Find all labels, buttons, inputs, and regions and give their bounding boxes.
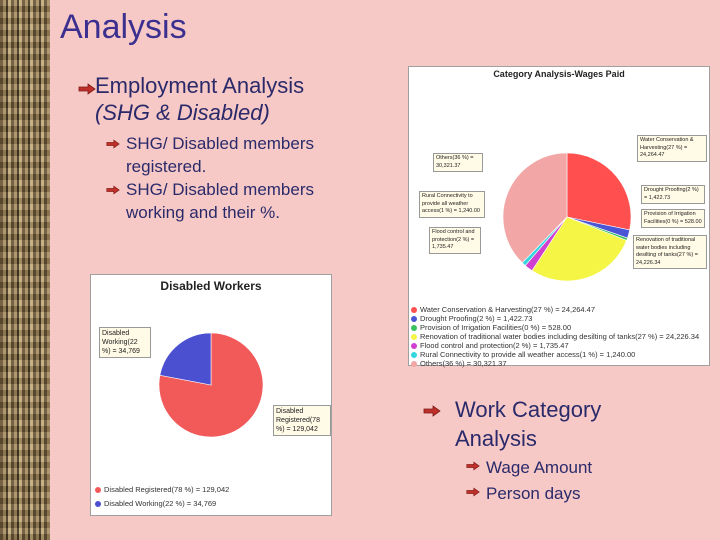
employment-sub-list — [126, 132, 346, 224]
employment-analysis-heading — [95, 72, 304, 126]
slice-callout: Renovation of traditional water bodies including desilting of tanks(27 %) = 24,226.34 — [633, 235, 707, 269]
decorative-border — [0, 0, 50, 540]
legend-item — [411, 305, 596, 314]
legend-item — [411, 359, 559, 368]
list-item: Wage Amount — [486, 458, 593, 477]
pie-slice — [567, 153, 631, 230]
legend-swatch — [411, 316, 417, 322]
arrow-bullet-icon — [466, 487, 480, 497]
slice-callout: Drought Proofing(2 %) = 1,422.73 — [641, 185, 705, 204]
legend-swatch — [95, 501, 101, 507]
legend-label: Renovation of traditional water bodies including desilting of tanks(27 %) = 24,226.34 — [420, 332, 700, 341]
arrow-bullet-icon — [78, 83, 96, 95]
disabled-workers-chart — [90, 274, 332, 516]
slice-callout: Rural Connectivity to provide all weather access(1 %) = 1,240.00 — [419, 191, 485, 218]
chart-title: Category Analysis-Wages Paid — [493, 69, 625, 79]
arrow-bullet-icon — [106, 139, 120, 149]
slide-title: Analysis — [60, 8, 187, 46]
legend-label: Disabled Registered(78 %) = 129,042 — [104, 485, 230, 494]
arrow-bullet-icon — [106, 185, 120, 195]
legend-label: Disabled Working(22 %) = 34,769 — [104, 499, 217, 508]
wages-paid-chart — [408, 66, 710, 366]
arrow-bullet-icon — [423, 405, 441, 417]
legend-item — [411, 350, 636, 359]
legend-item — [95, 499, 325, 508]
legend-label: Drought Proofing(2 %) = 1,422.73 — [420, 314, 533, 323]
work-category-sub-list — [486, 455, 592, 507]
legend-label: Others(36 %) = 30,321.37 — [420, 359, 507, 368]
legend-swatch — [411, 325, 417, 331]
legend-item — [411, 323, 572, 332]
legend-item — [411, 341, 569, 350]
legend-item — [411, 332, 700, 341]
legend-item — [411, 314, 559, 323]
employment-subtitle: (SHG & Disabled) — [95, 100, 270, 125]
work-category-heading: Work Category Analysis — [455, 397, 602, 451]
legend-swatch — [411, 352, 417, 358]
legend-item — [95, 485, 325, 494]
slice-callout: Flood control and protection(2 %) = 1,735.47 — [429, 227, 481, 254]
chart-title: Disabled Workers — [160, 279, 262, 293]
legend-swatch — [411, 343, 417, 349]
arrow-bullet-icon — [466, 461, 480, 471]
list-item: SHG/ Disabled members working and their %. — [126, 180, 315, 222]
legend-swatch — [411, 334, 417, 340]
legend-label: Rural Connectivity to provide all weather access(1 %) = 1,240.00 — [420, 350, 636, 359]
legend-label: Provision of Irrigation Facilities(0 %) = 528.00 — [420, 323, 572, 332]
slice-callout: Water Conservation & Harvesting(27 %) = 24,264.47 — [637, 135, 707, 162]
slice-callout: Disabled Registered(78 %) = 129,042 — [273, 405, 331, 436]
legend-label: Flood control and protection(2 %) = 1,735.47 — [420, 341, 569, 350]
list-item: Person days — [486, 484, 581, 503]
legend-swatch — [95, 487, 101, 493]
disabled-pie-svg — [91, 275, 331, 515]
list-item: SHG/ Disabled members registered. — [126, 134, 315, 176]
legend-label: Water Conservation & Harvesting(27 %) = 24,264.47 — [420, 305, 596, 314]
employment-title: Employment Analysis — [95, 73, 305, 98]
slice-callout: Provision of Irrigation Facilities(0 %) = 528.00 — [641, 209, 705, 228]
slice-callout: Disabled Working(22 %) = 34,769 — [99, 327, 151, 358]
legend-swatch — [411, 361, 417, 367]
slice-callout: Others(36 %) = 30,321.37 — [433, 153, 483, 172]
legend-swatch — [411, 307, 417, 313]
